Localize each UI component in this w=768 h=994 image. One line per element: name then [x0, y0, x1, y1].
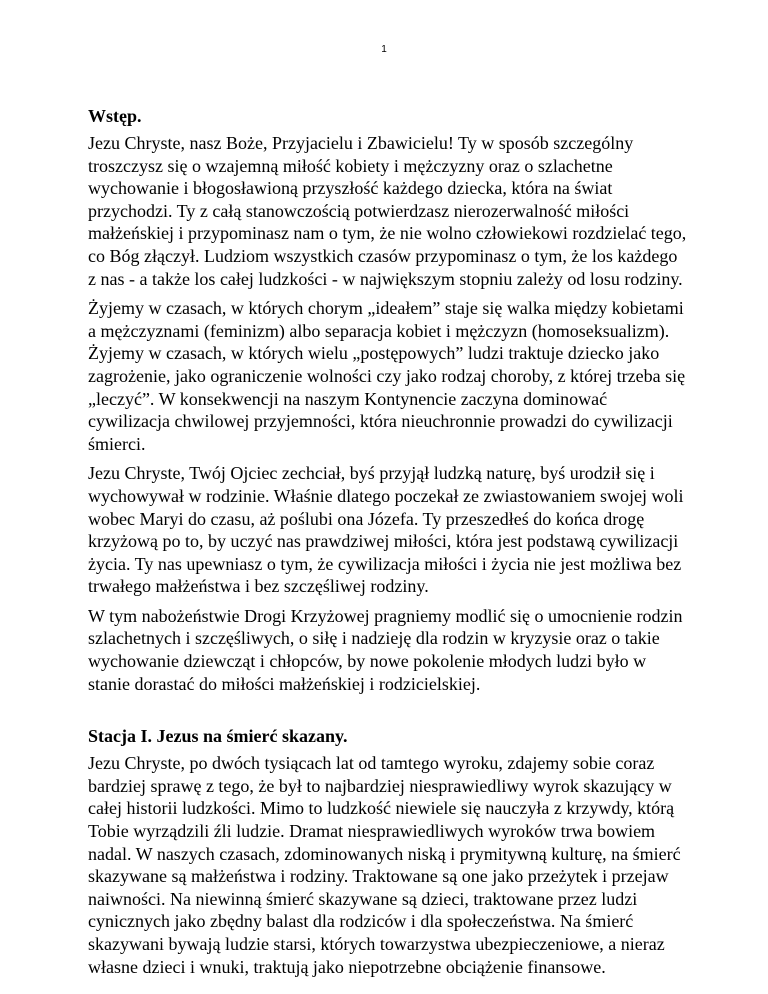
intro-paragraph: Jezu Chryste, Twój Ojciec zechciał, byś przyjął ludzką naturę, byś urodził się i wychowywał w rodzinie. Właśnie dlatego poczekał ze zwiastowaniem swojej woli wobec Maryi do czasu, aż poślubi ona Józefa. Ty przeszedłeś do końca drogę krzyżową po to, by uczyć nas prawdziwej miłości, która jest podstawą cywilizacji życia. Ty nas upewniasz o tym, że cywilizacja miłości i życia nie jest możliwa bez trwałego małżeństwa i bez szczęśliwej rodziny. — [88, 463, 684, 597]
page-number: 1 — [381, 44, 387, 55]
intro-section — [88, 104, 688, 695]
station-1-section — [88, 724, 688, 978]
station-1-heading: Stacja I. Jezus na śmierć skazany. — [88, 726, 348, 747]
intro-paragraph: W tym nabożeństwie Drogi Krzyżowej pragniemy modlić się o umocnienie rodzin szlachetnych i szczęśliwych, o siłę i nadzieję dla rodzin w kryzysie oraz o takie wychowanie dziewcząt i chłopców, by nowe pokolenie młodych ludzi było w stanie dorastać do miłości małżeńskiej i rodzicielskiej. — [88, 605, 683, 694]
document-body — [88, 104, 688, 985]
section-divider-space — [88, 702, 688, 724]
intro-paragraph: Jezu Chryste, nasz Boże, Przyjacielu i Zbawicielu! Ty w sposób szczególny troszczysz się o wzajemną miłość kobiety i mężczyzny oraz o szlachetne wychowanie i błogosławioną przyszłość każdego dziecka, która na świat przychodzi. Ty z całą stanowczością potwierdzasz nierozerwalność miłości małżeńskiej i przypominasz nam o tym, że nie wolno człowiekowi rozdzielać tego, co Bóg złączył. Ludziom wszystkich czasów przypominasz o tym, że los każdego z nas - a także los całej ludzkości - w największym stopniu zależy od losu rodziny. — [88, 133, 687, 289]
intro-heading: Wstęp. — [88, 106, 142, 126]
intro-paragraph: Żyjemy w czasach, w których chorym „ideałem” staje się walka między kobietami a mężczyznami (feminizm) albo separacja kobiet i mężczyzn (homoseksualizm). Żyjemy w czasach, w których wielu „postępowych” ludzi traktuje dziecko jako zagrożenie, jako ograniczenie wolności czy jako rodzaj choroby, z której trzeba się „leczyć”. W konsekwencji na naszym Kontynencie zaczyna dominować cywilizacja chwilowej przyjemności, która nieuchronnie prowadzi do cywilizacji śmierci. — [88, 298, 686, 454]
station-1-paragraph: Jezu Chryste, po dwóch tysiącach lat od tamtego wyroku, zdajemy sobie coraz bardziej sprawę z tego, że był to najbardziej niesprawiedliwy wyrok skazujący w całej historii ludzkości. Mimo to ludzkość niewiele się nauczyła z krzywdy, którą Tobie wyrządzili źli ludzie. Dramat niesprawiedliwych wyroków trwa bowiem nadal. W naszych czasach, zdominowanych niską i prymitywną kulturę, na śmierć skazywane są małżeństwa i rodziny. Traktowane są one jako przeżytek i przejaw naiwności. Na niewinną śmierć skazywane są dzieci, traktowane przez ludzi cynicznych jako zbędny balast dla rodziców i dla społeczeństwa. Na śmierć skazywani bywają ludzie starsi, których towarzystwa ubezpieczeniowe, a nieraz własne dzieci i wnuki, traktują jako niepotrzebne obciążenie finansowe. — [88, 753, 681, 977]
